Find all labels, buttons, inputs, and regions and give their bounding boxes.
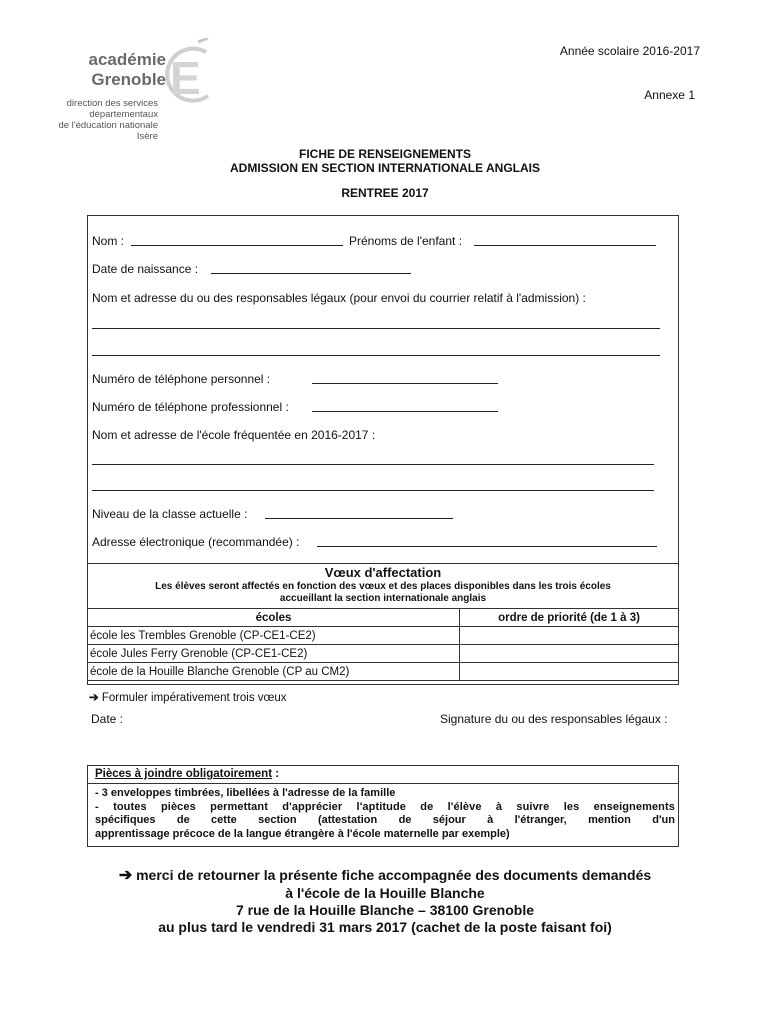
prenoms-field[interactable] xyxy=(474,245,656,246)
tel-pro-label: Numéro de téléphone professionnel : xyxy=(92,400,289,414)
col-priorite-header: ordre de priorité (de 1 à 3) xyxy=(460,609,679,627)
naissance-field[interactable] xyxy=(211,273,411,274)
prenoms-label: Prénoms de l'enfant : xyxy=(349,234,463,248)
tel-perso-field[interactable] xyxy=(312,383,498,384)
voeux-note-2: accueillant la section internationale anglais xyxy=(279,593,487,604)
footer-line4: au plus tard le vendredi 31 mars 2017 (cachet de la poste faisant foi) xyxy=(158,919,612,935)
logo-line2: Grenoble xyxy=(91,70,166,89)
annex-label: Annexe 1 xyxy=(644,88,695,102)
school-year: Année scolaire 2016-2017 xyxy=(559,44,700,58)
pieces-title-text: Pièces à joindre obligatoirement xyxy=(95,768,273,780)
niveau-field[interactable] xyxy=(265,518,453,519)
pieces-item-2c: apprentissage précoce de la langue étrangère à l'école maternelle par exemple) xyxy=(95,827,510,840)
pieces-title xyxy=(95,768,279,780)
pieces-item-1: - 3 enveloppes timbrées, libellées à l'adresse de la famille xyxy=(95,787,396,799)
footer-line1 xyxy=(0,866,770,885)
voeux-divider xyxy=(87,563,679,564)
date-label: Date : xyxy=(91,712,124,726)
arrow-icon: ➔ xyxy=(89,692,99,704)
school-name: école de la Houille Blanche Grenoble (CP au CM2) xyxy=(88,663,460,681)
naissance-label: Date de naissance : xyxy=(92,262,199,276)
pieces-list xyxy=(95,787,675,841)
pieces-item-2b: spécifiques de cette section (attestation de séjour à l'étranger, mention d'un xyxy=(95,814,675,826)
ecole-field-1[interactable] xyxy=(92,464,654,465)
table-row xyxy=(88,663,679,681)
voeux-note-1: Les élèves seront affectés en fonction des vœux et des places disponibles dans les trois écoles xyxy=(155,581,611,592)
pieces-item-2a: - toutes pièces permettant d'apprécier l'aptitude de l'élève à suivre les enseignements xyxy=(95,800,675,813)
signature-label: Signature du ou des responsables légaux : xyxy=(440,712,668,726)
pieces-title-suffix: : xyxy=(272,768,280,780)
title-line2: ADMISSION EN SECTION INTERNATIONALE ANGLAIS xyxy=(229,161,540,175)
footer-line3: 7 rue de la Houille Blanche – 38100 Grenoble xyxy=(235,902,534,918)
responsables-field-2[interactable] xyxy=(92,355,660,356)
footer-line1-text: merci de retourner la présente fiche accompagnée des documents demandés xyxy=(136,867,652,883)
voeux-table xyxy=(87,608,679,681)
instruction-text: Formuler impérativement trois vœux xyxy=(101,692,287,704)
tel-pro-field[interactable] xyxy=(312,411,498,412)
ecole-field-2[interactable] xyxy=(92,490,654,491)
tel-perso-label: Numéro de téléphone personnel : xyxy=(92,372,271,386)
voeux-header-row xyxy=(88,609,679,627)
priority-field[interactable] xyxy=(460,645,679,663)
school-name: école Jules Ferry Grenoble (CP-CE1-CE2) xyxy=(88,645,460,663)
logo-line1: académie xyxy=(88,50,166,69)
priority-field[interactable] xyxy=(460,663,679,681)
table-row xyxy=(88,627,679,645)
title-line1: FICHE DE RENSEIGNEMENTS xyxy=(298,147,472,161)
academie-logo xyxy=(40,38,220,148)
footer-line2: à l'école de la Houille Blanche xyxy=(285,885,485,901)
ecole-label: Nom et adresse de l'école fréquentée en 2016-2017 : xyxy=(92,428,376,442)
pieces-divider xyxy=(87,783,679,784)
col-ecoles-header: écoles xyxy=(88,609,460,627)
instruction-line xyxy=(89,690,287,704)
school-name: école les Trembles Grenoble (CP-CE1-CE2) xyxy=(88,627,460,645)
email-field[interactable] xyxy=(317,546,657,547)
e-accent-emblem xyxy=(158,38,220,110)
arrow-icon: ➔ xyxy=(118,867,133,884)
priority-field[interactable] xyxy=(460,627,679,645)
logo-subtitle: direction des services départementaux de l'éducation nationale Isère xyxy=(58,98,158,142)
nom-field[interactable] xyxy=(131,245,343,246)
voeux-title: Vœux d'affectation xyxy=(324,565,442,580)
svg-text:E: E xyxy=(170,52,201,104)
niveau-label: Niveau de la classe actuelle : xyxy=(92,507,248,521)
email-label: Adresse électronique (recommandée) : xyxy=(92,535,300,549)
table-row xyxy=(88,645,679,663)
title-line3: RENTREE 2017 xyxy=(341,186,429,200)
responsables-label: Nom et adresse du ou des responsables légaux (pour envoi du courrier relatif à l'admission) : xyxy=(92,291,586,305)
nom-label: Nom : xyxy=(92,234,125,248)
responsables-field-1[interactable] xyxy=(92,328,660,329)
